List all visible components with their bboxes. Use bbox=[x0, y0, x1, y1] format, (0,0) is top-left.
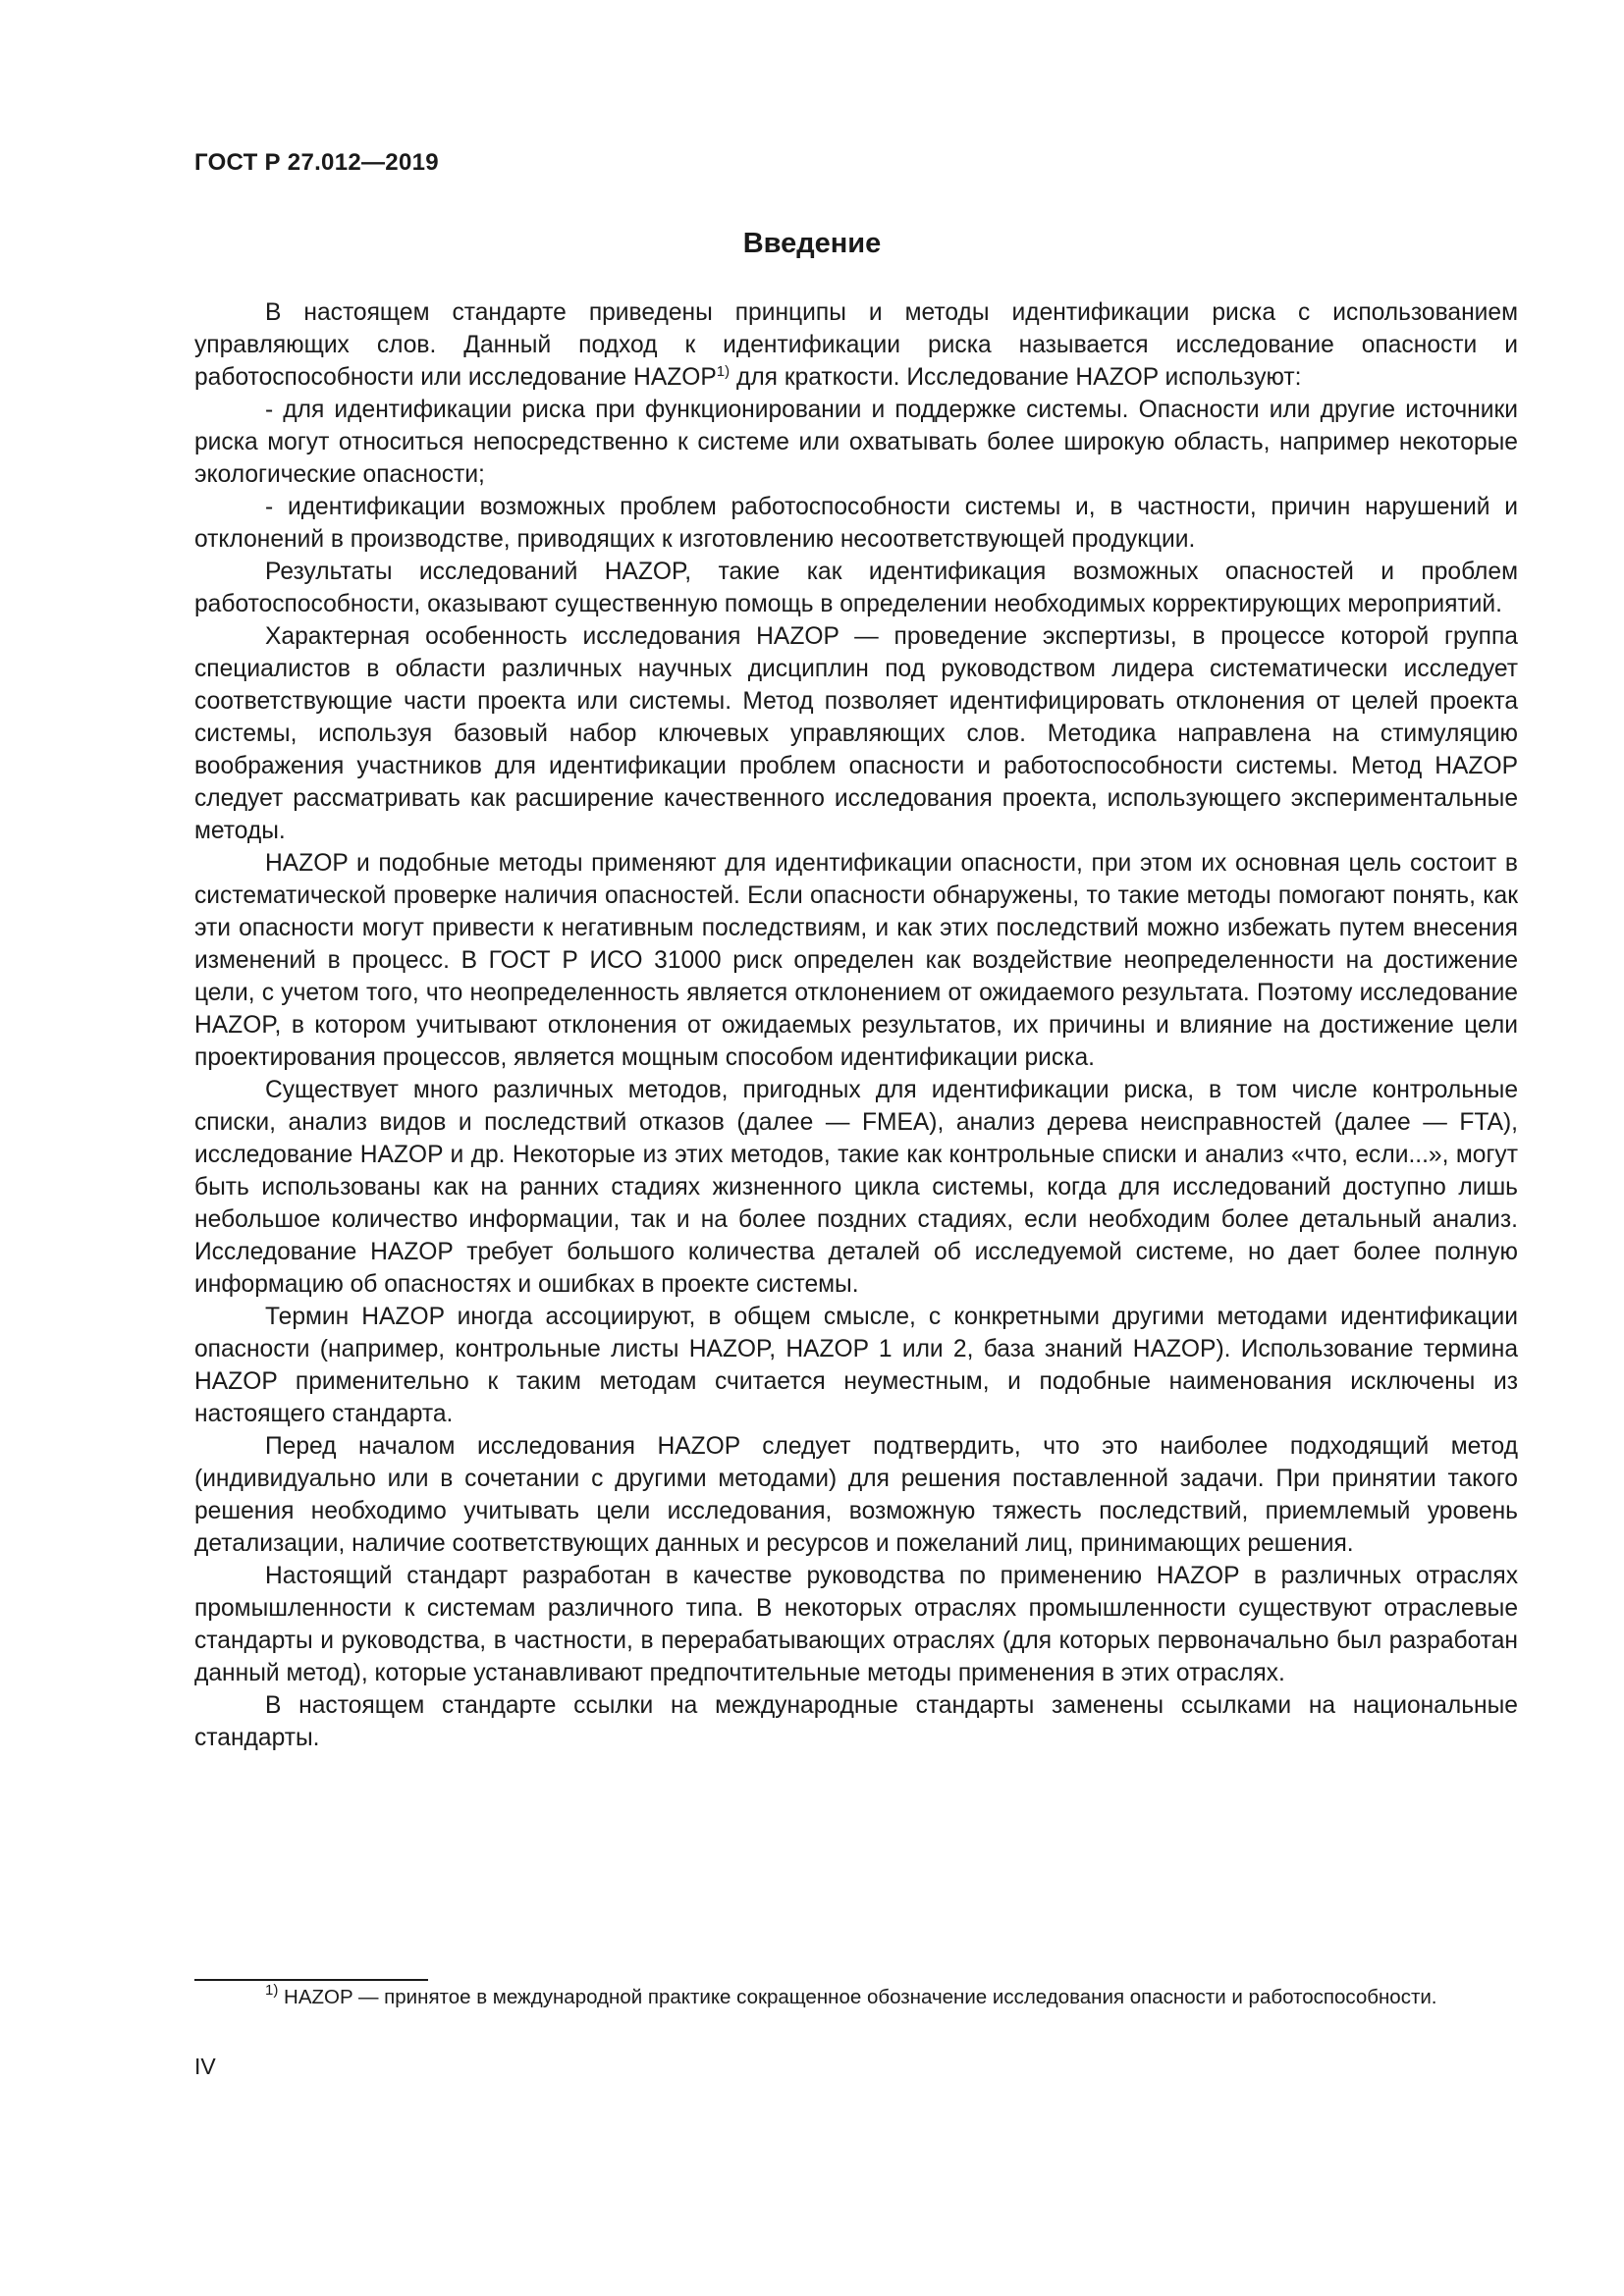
footnote-divider bbox=[194, 1979, 428, 1981]
paragraph bbox=[194, 296, 1518, 394]
paragraph: Результаты исследований HAZOP, такие как идентификация возможных опасностей и проблем работоспособности, оказывают существенную помощь в определении необходимых корректирующих мероприятий. bbox=[194, 559, 1518, 617]
footnote-reference: 1) bbox=[716, 363, 731, 380]
paragraph: Настоящий стандарт разработан в качестве руководства по применению HAZOP в различных отраслях промышленности к системам различного типа. В некоторых отраслях промышленности существуют отраслевые стандарты и руководства, в частности, в перерабатывающих отраслях (для которых первоначально был разработан данный метод), которые устанавливают предпочтительные методы применения в этих отраслях. bbox=[194, 1563, 1518, 1686]
footnote-marker: 1) bbox=[265, 1982, 279, 1999]
footnote-text: HAZOP — принятое в международной практике сокращенное обозначение исследования опасности и работоспособности. bbox=[278, 1986, 1437, 2008]
list-item: - для идентификации риска при функционировании и поддержке системы. Опасности или другие источники риска могут относиться непосредственно к системе или охватывать более широкую область, например некоторые экологические опасности; bbox=[194, 397, 1518, 488]
paragraph: Существует много различных методов, пригодных для идентификации риска, в том числе контрольные списки, анализ видов и последствий отказов (далее — FMEA), анализ дерева неисправностей (далее — FTA), исследование HAZOP и др. Некоторые из этих методов, такие как контрольные списки и анализ «что, если...», могут быть использованы как на ранних стадиях жизненного цикла системы, когда для исследований доступно лишь небольшое количество информации, так и на более поздних стадиях, если необходим более детальный анализ. Исследование HAZOP требует большого количества деталей об исследуемой системе, но дает более полную информацию об опасностях и ошибках в проекте системы. bbox=[194, 1077, 1518, 1298]
paragraph: Характерная особенность исследования HAZOP — проведение экспертизы, в процессе которой группа специалистов в области различных научных дисциплин под руководством лидера систематически исследует соответствующие части проекта или системы. Метод позволяет идентифицировать отклонения от целей проекта системы, используя базовый набор ключевых управляющих слов. Методика направлена на стимуляцию воображения участников для идентификации проблем опасности и работоспособности системы. Метод HAZOP следует рассматривать как расширение качественного исследования проекта, использующего экспериментальные методы. bbox=[194, 623, 1518, 844]
paragraph: В настоящем стандарте ссылки на международные стандарты заменены ссылками на национальные стандарты. bbox=[194, 1692, 1518, 1751]
section-title: Введение bbox=[742, 228, 882, 259]
paragraph-text: В настоящем стандарте приведены принципы и методы идентификации риска с использованием управляющих слов. Данный подход к идентификации риска называется исследование опасности и работоспособности или исследование HAZOP bbox=[194, 299, 1518, 391]
body-text bbox=[194, 296, 1518, 1754]
document-header-standard-id: ГОСТ Р 27.012—2019 bbox=[194, 149, 439, 176]
page-number: IV bbox=[194, 2054, 216, 2079]
paragraph-text: для краткости. Исследование HAZOP используют: bbox=[730, 364, 1302, 391]
paragraph: Термин HAZOP иногда ассоциируют, в общем смысле, с конкретными другими методами идентификации опасности (например, контрольные листы HAZOP, HAZOP 1 или 2, база знаний HAZOP). Использование термина HAZOP применительно к таким методам считается неуместным, и подобные наименования исключены из настоящего стандарта. bbox=[194, 1304, 1518, 1427]
paragraph: Перед началом исследования HAZOP следует подтвердить, что это наиболее подходящий метод (индивидуально или в сочетании с другими методами) для решения поставленной задачи. При принятии такого решения необходимо учитывать цели исследования, возможную тяжесть последствий, приемлемый уровень детализации, наличие соответствующих данных и ресурсов и пожеланий лиц, принимающих решения. bbox=[194, 1433, 1518, 1557]
footnote bbox=[194, 1983, 1518, 2012]
paragraph: HAZOP и подобные методы применяют для идентификации опасности, при этом их основная цель состоит в систематической проверке наличия опасностей. Если опасности обнаружены, то такие методы помогают понять, как эти опасности могут привести к негативным последствиям, и как этих последствий можно избежать путем внесения изменений в процесс. В ГОСТ Р ИСО 31000 риск определен как воздействие неопределенности на достижение цели, с учетом того, что неопределенность является отклонением от ожидаемого результата. Поэтому исследование HAZOP, в котором учитывают отклонения от ожидаемых результатов, их причины и влияние на достижение цели проектирования процессов, является мощным способом идентификации риска. bbox=[194, 850, 1518, 1071]
list-item: - идентификации возможных проблем работоспособности системы и, в частности, причин нарушений и отклонений в производстве, приводящих к изготовлению несоответствующей продукции. bbox=[194, 494, 1518, 553]
